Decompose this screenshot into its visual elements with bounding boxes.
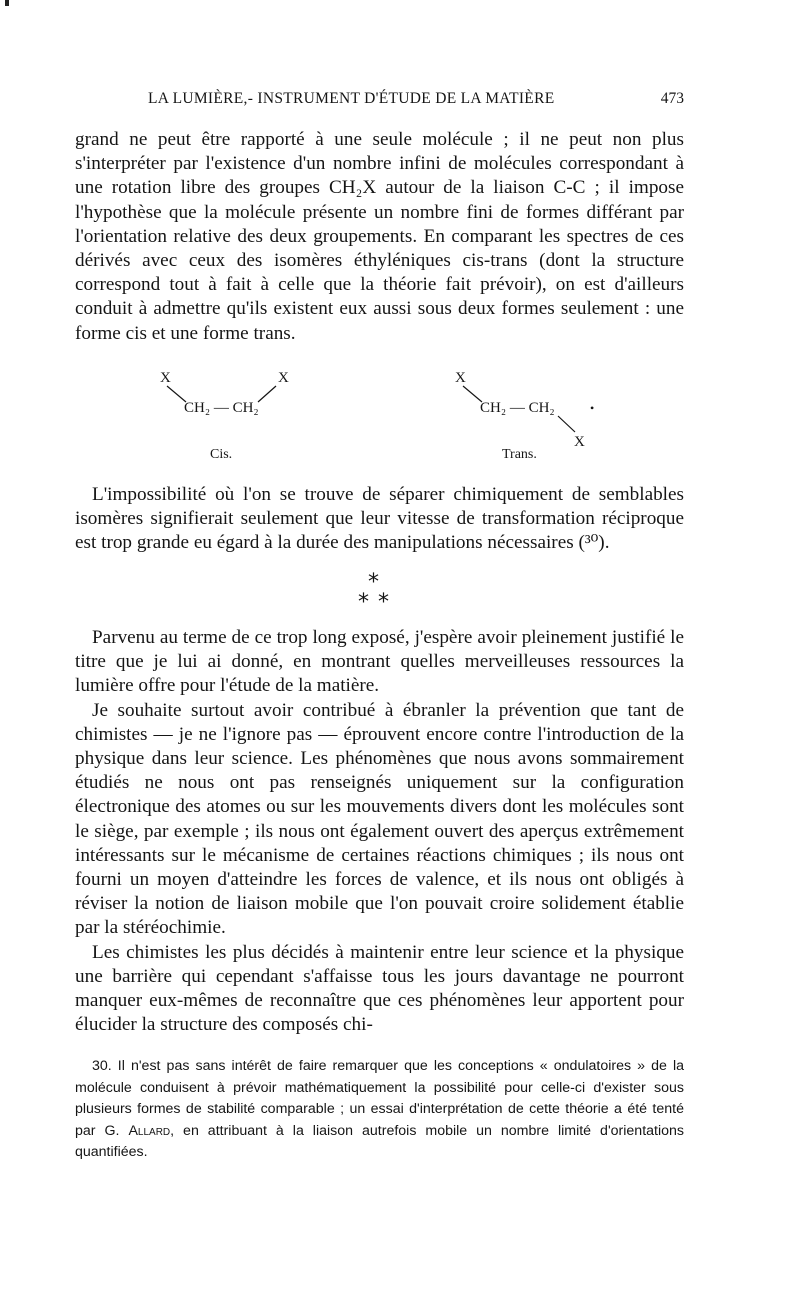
paragraph: Parvenu au terme de ce trop long exposé, j'espère avoir pleinement justifié le titre que je lui ai donné, en montrant quelles merveilleuses ressources la lumière offre pour l'étude de la matière. xyxy=(75,627,684,697)
section-separator xyxy=(340,572,400,620)
paragraph: Les chimistes les plus décidés à maintenir entre leur science et la physique une barrière qui cependant s'affaisse tous les jours davantage ne pourront manquer eux-mêmes de reconnaître que ces phénomènes leur apportent pour élucider la structure des composés chi- xyxy=(75,941,684,1036)
footnote-30 xyxy=(75,1056,684,1164)
cis-x-right: X xyxy=(278,370,289,386)
text-block-top xyxy=(75,128,684,346)
scan-mark xyxy=(5,0,9,6)
cis-x-left: X xyxy=(160,370,171,386)
paragraph: L'impossibilité où l'on se trouve de séparer chimiquement de semblables isomères signifierait seulement que leur vitesse de transformation réciproque est trop grande eu égard à la durée des manipulations nécessaires (³⁰). xyxy=(75,484,684,554)
trans-x-top: X xyxy=(455,370,466,386)
text-block-bottom xyxy=(75,626,684,1037)
star-left: * xyxy=(358,590,369,615)
trans-bond-bottom xyxy=(558,416,575,432)
cis-structure xyxy=(160,370,289,462)
paragraph: Je souhaite surtout avoir contribué à ébranler la prévention que tant de chimistes — je ne l'ignore pas — éprouvent encore contre l'introduction de la physique dans leur science. Les phénomènes que nous avons sommairement étudiés ne nous ont pas renseignés uniquement sur la configuration électronique des atomes ou sur les mouvements divers dont les molécules sont le siège, par exemple ; ils nous ont également ouvert des aperçus extrêmement intéressants sur le mécanisme de certaines réactions chimiques ; ils nous ont fourni un moyen d'atteindre les forces de valence, et ils nous ont obligés à réviser la notion de liaison mobile que l'on pouvait croire solidement établie par la stéréochimie. xyxy=(75,699,684,939)
paragraph: grand ne peut être rapporté à une seule molécule ; il ne peut non plus s'interpréter par l'existence d'un nombre infini de molécules correspondant à une rotation libre des groupes CH₂X autour de la liaison C-C ; il impose l'hypothèse que la molécule présente un nombre fini de formes différant par l'orientation relative des deux groupements. En comparant les spectres de ces dérivés avec ceux des isomères éthyléniques cis-trans (dont la structure correspond tout à fait à celle que la théorie fait prévoir), on est d'ailleurs conduit à admettre qu'ils existent eux aussi sous deux formes seulement : une forme cis et une forme trans. xyxy=(75,129,684,344)
running-title: LA LUMIÈRE,‑ INSTRUMENT D'ÉTUDE DE LA MATIÈRE xyxy=(148,90,555,107)
footnote-text-before: 30. Il n'est pas sans intérêt de faire remarquer que les conceptions « ondulatoires » de la molécule conduisent à prévoir mathématiquement la possibilité pour celle-ci d'exister sous plusieurs formes de stabilité comparable ; un essai d'interprétation de cette théorie a été tenté par G. xyxy=(75,1058,684,1139)
footnote-text-after: , en attribuant à la liaison autrefois mobile un nombre limité d'orientations quantifiées. xyxy=(75,1122,684,1161)
page-number: 473 xyxy=(660,90,684,107)
cis-bond-right xyxy=(258,386,276,402)
page-header xyxy=(148,90,684,112)
trans-structure xyxy=(455,370,594,462)
trans-label: Trans. xyxy=(502,447,537,462)
text-block-middle xyxy=(75,483,684,556)
cis-trans-diagram xyxy=(140,366,620,466)
star-top: * xyxy=(368,570,379,595)
footnote-author: Allard xyxy=(128,1122,171,1139)
footnote xyxy=(75,1056,684,1164)
cis-formula: CH₂ — CH₂ xyxy=(184,400,259,416)
trans-formula: CH₂ — CH₂ xyxy=(480,400,555,416)
trans-dot: • xyxy=(590,401,595,415)
trans-x-bottom: X xyxy=(574,434,585,450)
star-right: * xyxy=(378,590,389,615)
cis-label: Cis. xyxy=(210,447,233,462)
